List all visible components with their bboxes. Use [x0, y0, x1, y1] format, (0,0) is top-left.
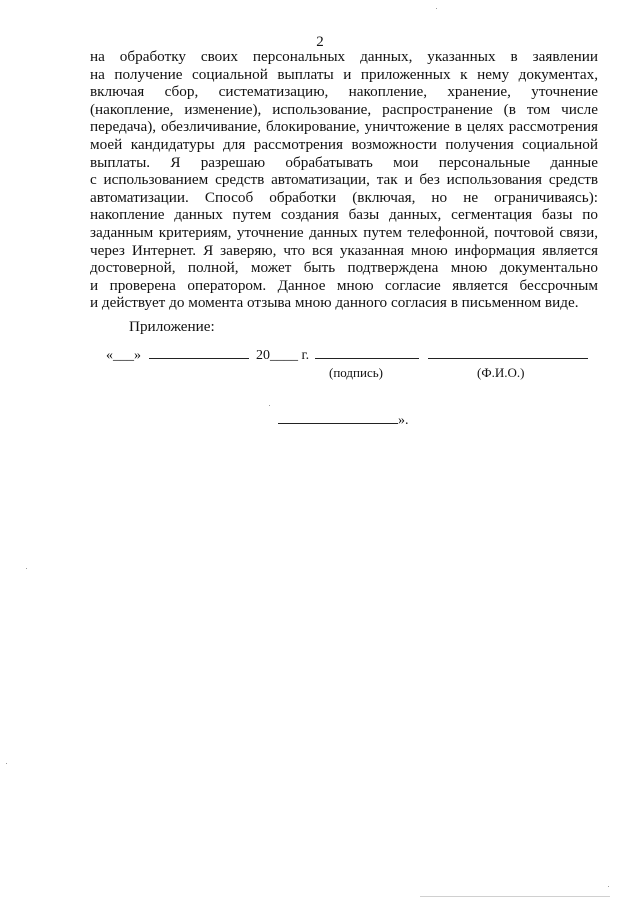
paragraph-line: и проверена оператором. Данное мною согласие является бессрочным [90, 276, 598, 294]
scan-speck [608, 886, 609, 887]
closing-mark: ». [398, 413, 409, 428]
close-quote: » [134, 348, 141, 363]
paragraph-line: выплаты. Я разрешаю обрабатывать мои персональные данные [90, 153, 598, 171]
paragraph-line: накопление данных путем создания базы данных, сегментация базы по [90, 206, 598, 224]
paragraph-line: достоверной, полной, может быть подтверждена мною документально [90, 259, 598, 277]
consent-paragraph [90, 48, 598, 312]
signature-caption: (подпись) [329, 365, 383, 380]
paragraph-line: моей кандидатуры для рассмотрения возможности получения социальной [90, 135, 598, 153]
paragraph-line: (накопление, изменение), использование, распространение (в том числе [90, 100, 598, 118]
paragraph-line: на обработку своих персональных данных, указанных в заявлении [90, 48, 598, 65]
full-name-caption: (Ф.И.О.) [477, 365, 525, 380]
paragraph-line: через Интернет. Я заверяю, что вся указанная мною информация является [90, 241, 598, 259]
closing-row [278, 411, 409, 429]
year-blank: ____ [270, 348, 298, 363]
paragraph-line: передача), обезличивание, блокирование, уничтожение в целях рассмотрения [90, 118, 598, 136]
month-blank-line [149, 346, 249, 359]
paragraph-line: автоматизации. Способ обработки (включая, но не ограничиваясь): [90, 188, 598, 206]
paragraph-line: с использованием средств автоматизации, так и без использования средств [90, 171, 598, 189]
scan-speck [436, 8, 437, 9]
paragraph-line-last: и действует до момента отзыва мною данного согласия в письменном виде. [90, 294, 579, 312]
scan-speck [269, 405, 270, 406]
paragraph-line: на получение социальной выплаты и приложенных к нему документах, [90, 65, 598, 83]
scan-edge-line [420, 896, 610, 897]
year-prefix: 20 [256, 348, 270, 363]
day-blank: ___ [113, 348, 134, 363]
closing-blank-line [278, 411, 398, 424]
open-quote: « [106, 348, 113, 363]
full-name-blank-line [428, 346, 588, 359]
year-suffix: г. [301, 348, 310, 363]
scan-speck [6, 763, 7, 764]
date-signature-row [106, 346, 588, 364]
scan-speck [26, 568, 27, 569]
signature-blank-line [315, 346, 419, 359]
paragraph-line: заданным критериям, уточнение данных путем телефонной, почтовой связи, [90, 223, 598, 241]
page-number: 2 [316, 34, 324, 50]
paragraph-line: включая сбор, систематизацию, накопление, хранение, уточнение [90, 83, 598, 101]
appendix-label: Приложение: [129, 318, 215, 335]
